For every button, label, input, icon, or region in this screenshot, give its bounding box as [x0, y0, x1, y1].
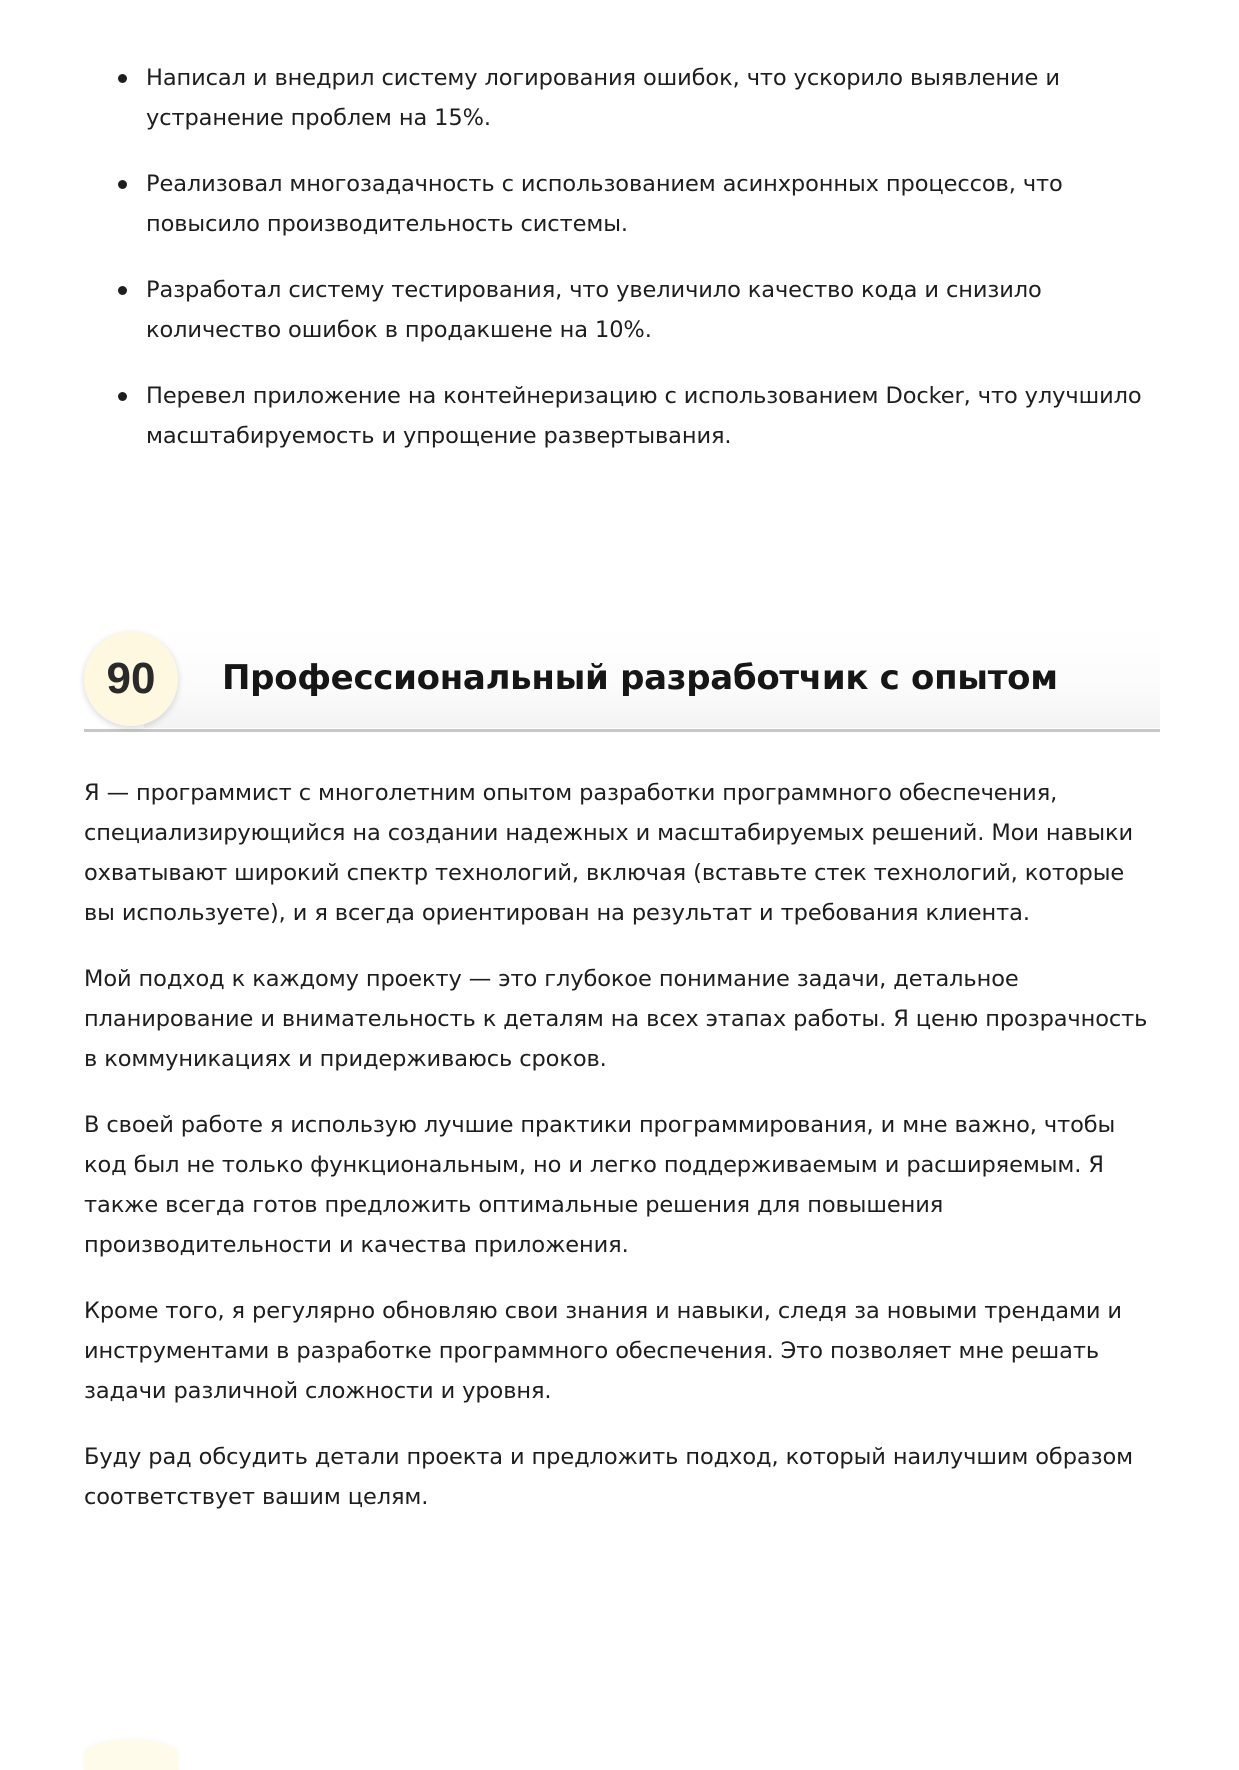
- bullet-dot-icon: [118, 392, 127, 401]
- paragraph: В своей работе я использую лучшие практики программирования, и мне важно, чтобы код был не только функциональным, но и легко поддерживаемым и расширяемым. Я также всегда готов предложить оптимальные решения для повышения производительности и качества приложения.: [84, 1112, 1116, 1258]
- next-section-badge-edge: [84, 1740, 178, 1770]
- header-divider: [84, 729, 1160, 732]
- bullet-dot-icon: [118, 74, 127, 83]
- bullet-dot-icon: [118, 180, 127, 189]
- section-number-badge: 90: [84, 632, 178, 726]
- paragraph: Мой подход к каждому проекту — это глубокое понимание задачи, детальное планирование и внимательность к деталям на всех этапах работы. Я ценю прозрачность в коммуникациях и придерживаюсь сроков.: [84, 966, 1148, 1072]
- list-item-text: Перевел приложение на контейнеризацию с использованием Docker, что улучшило масштабируемость и упрощение развертывания.: [146, 383, 1142, 449]
- list-item: [84, 376, 1164, 456]
- list-item-text: Реализовал многозадачность с использованием асинхронных процессов, что повысило производительность системы.: [146, 171, 1063, 237]
- list-item: [84, 58, 1164, 138]
- list-item: [84, 270, 1164, 350]
- list-item: [84, 164, 1164, 244]
- section-header: [84, 628, 1160, 734]
- paragraph: Я — программист с многолетним опытом разработки программного обеспечения, специализирующийся на создании надежных и масштабируемых решений. Мои навыки охватывают широкий спектр технологий, включая (вставьте стек технологий, которые вы используете), и я всегда ориентирован на результат и требования клиента.: [84, 780, 1134, 926]
- achievements-list: [84, 58, 1164, 482]
- section-body: [84, 773, 1160, 1543]
- list-item-text: Написал и внедрил систему логирования ошибок, что ускорило выявление и устранение проблем на 15%.: [146, 65, 1060, 131]
- paragraph: Кроме того, я регулярно обновляю свои знания и навыки, следя за новыми трендами и инструментами в разработке программного обеспечения. Это позволяет мне решать задачи различной сложности и уровня.: [84, 1298, 1122, 1404]
- paragraph: Буду рад обсудить детали проекта и предложить подход, который наилучшим образом соответствует вашим целям.: [84, 1444, 1133, 1510]
- bullet-dot-icon: [118, 286, 127, 295]
- list-item-text: Разработал систему тестирования, что увеличило качество кода и снизило количество ошибок в продакшене на 10%.: [146, 277, 1042, 343]
- section-title: Профессиональный разработчик с опытом: [222, 658, 1058, 698]
